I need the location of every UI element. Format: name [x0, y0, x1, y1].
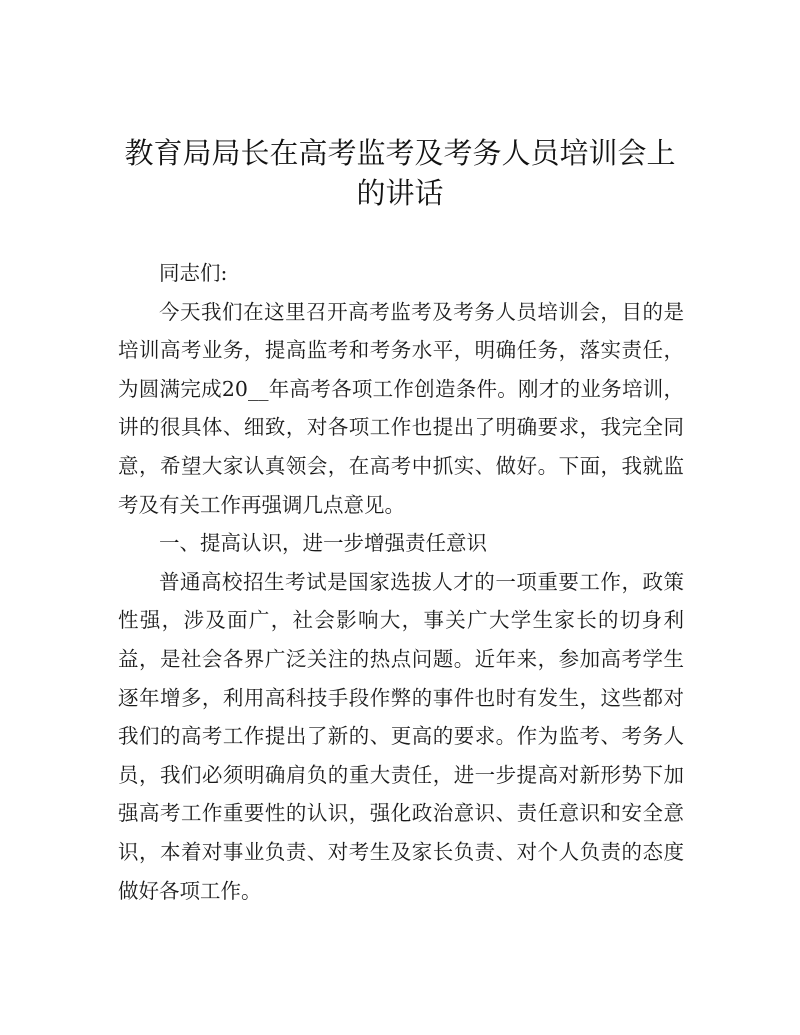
document-title	[100, 133, 700, 213]
paragraph-opening: 今天我们在这里召开高考监考及考务人员培训会，目的是培训高考业务，提高监考和考务水平，明确任务，落实责任，为圆满完成20__年高考各项工作创造条件。刚才的业务培训，讲的很具体、细致，对各项工作也提出了明确要求，我完全同意，希望大家认真领会，在高考中抓实、做好。下面，我就监考及有关工作再强调几点意见。	[118, 299, 684, 517]
greeting: 同志们:	[159, 261, 228, 285]
paragraph-section-1: 普通高校招生考试是国家选拔人才的一项重要工作，政策性强，涉及面广，社会影响大，事关广大学生家长的切身利益，是社会各界广泛关注的热点问题。近年来，参加高考学生逐年增多，利用高科技手段作弊的事件也时有发生，这些都对我们的高考工作提出了新的、更高的要求。作为监考、考务人员，我们必须明确肩负的重大责任，进一步提高对新形势下加强高考工作重要性的认识，强化政治意识、责任意识和安全意识，本着对事业负责、对考生及家长负责、对个人负责的态度做好各项工作。	[118, 569, 684, 903]
section-heading-1: 一、提高认识，进一步增强责任意识	[159, 531, 487, 556]
document-body	[118, 254, 684, 910]
title-line-1: 教育局局长在高考监考及考务人员培训会上	[124, 136, 676, 170]
title-line-2: 的讲话	[356, 176, 444, 210]
